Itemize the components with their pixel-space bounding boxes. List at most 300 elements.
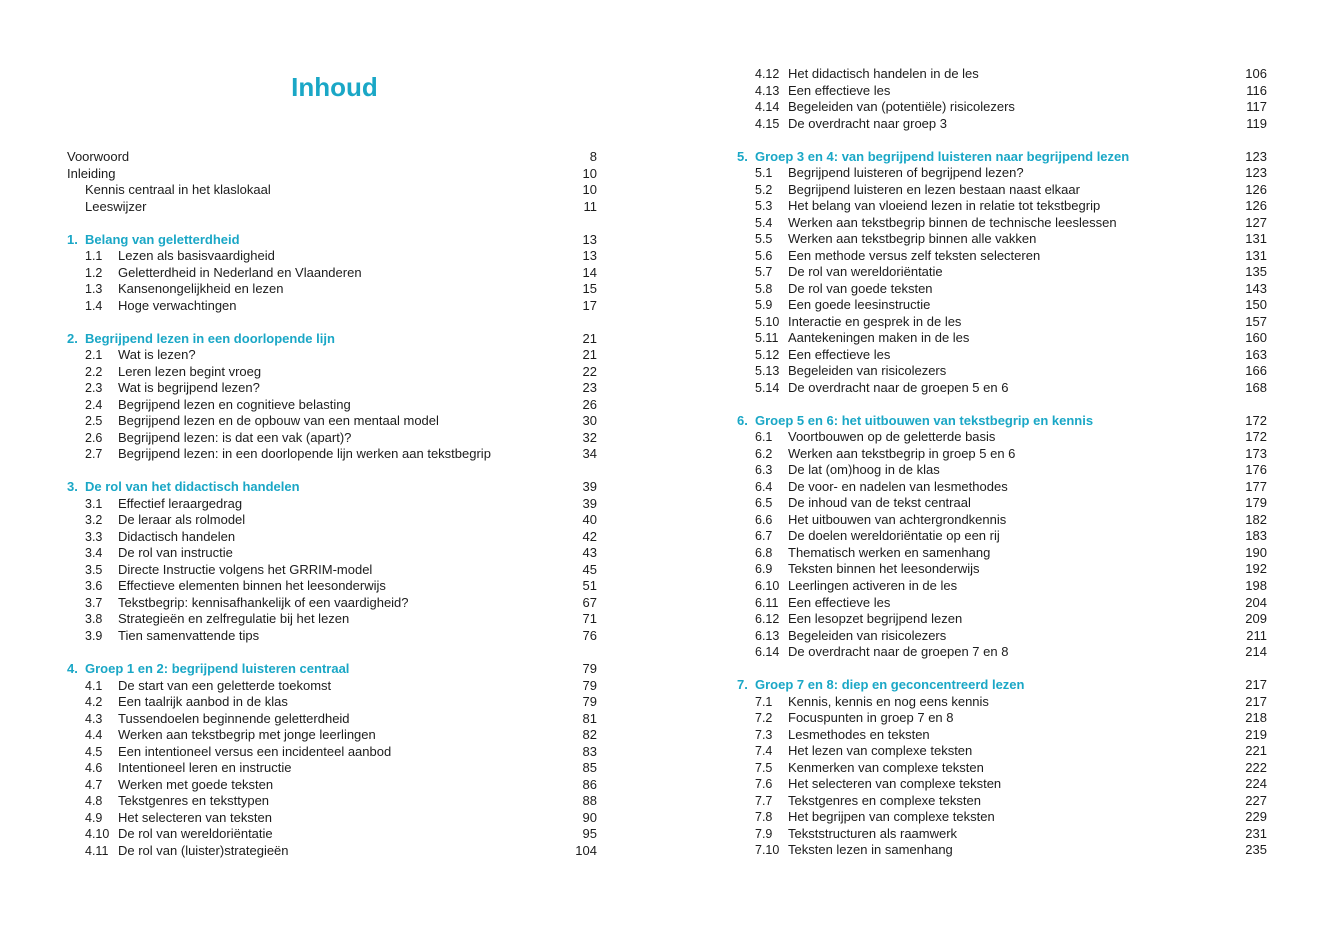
toc-section-row[interactable]	[67, 595, 597, 612]
section-title: Directe Instructie volgens het GRRIM-model	[118, 561, 373, 577]
toc-section-row[interactable]	[737, 578, 1267, 595]
toc-section-row[interactable]	[737, 314, 1267, 331]
toc-section-row[interactable]	[737, 694, 1267, 711]
toc-section-row[interactable]	[737, 116, 1267, 133]
section-title: Werken aan tekstbegrip binnen alle vakken	[788, 231, 1037, 247]
page-number: 198	[1245, 577, 1267, 593]
toc-section-row[interactable]	[737, 83, 1267, 100]
page-number: 218	[1245, 710, 1267, 726]
toc-chapter-row[interactable]	[67, 331, 597, 348]
toc-section-row[interactable]	[737, 182, 1267, 199]
page-number: 21	[582, 347, 597, 363]
section-number: 7.4	[755, 744, 773, 759]
section-title: Een lesopzet begrijpend lezen	[788, 611, 963, 627]
toc-section-row[interactable]	[737, 561, 1267, 578]
toc-section-row[interactable]	[67, 430, 597, 447]
section-title: Tekstbegrip: kennisafhankelijk of een vaardigheid?	[118, 594, 409, 610]
section-title: Tekststructuren als raamwerk	[788, 825, 958, 841]
section-number: 4.7	[85, 777, 103, 792]
toc-chapter-row[interactable]	[67, 232, 597, 249]
page-number: 150	[1245, 297, 1267, 313]
section-number: 4.11	[85, 843, 109, 858]
section-number: 4.5	[85, 744, 103, 759]
front-matter-title: Voorwoord	[67, 149, 130, 164]
toc-section-row[interactable]	[737, 446, 1267, 463]
section-number: 7.2	[755, 711, 773, 726]
toc-chapter-row[interactable]	[67, 479, 597, 496]
toc-section-row[interactable]	[67, 793, 597, 810]
toc-section-row[interactable]	[67, 810, 597, 827]
toc-section-row[interactable]	[737, 462, 1267, 479]
page-number: 86	[582, 776, 597, 792]
section-number: 6.13	[755, 628, 780, 643]
section-number: 7.7	[755, 793, 773, 808]
toc-section-row[interactable]	[737, 776, 1267, 793]
page-number: 131	[1245, 231, 1267, 247]
section-number: 6.1	[755, 430, 773, 445]
section-title: De inhoud van de tekst centraal	[788, 495, 971, 511]
section-title: Het begrijpen van complexe teksten	[788, 809, 995, 825]
toc-section-row[interactable]	[737, 66, 1267, 83]
section-number: 2.6	[85, 430, 103, 445]
toc-chapter-row[interactable]	[737, 149, 1267, 166]
page-number: 157	[1245, 313, 1267, 329]
page-number: 104	[575, 842, 597, 858]
toc-section-row[interactable]	[67, 578, 597, 595]
page-number: 135	[1245, 264, 1267, 280]
section-number: 2.3	[85, 381, 103, 396]
toc-section-row[interactable]	[737, 611, 1267, 628]
section-number: 5.11	[755, 331, 779, 346]
page-number: 211	[1246, 627, 1267, 643]
section-title: Tien samenvattende tips	[118, 627, 260, 643]
section-title: Lesmethodes en teksten	[788, 726, 930, 742]
section-number: 6.2	[755, 446, 773, 461]
section-title: De rol van instructie	[118, 545, 233, 561]
section-number: 7.8	[755, 810, 773, 825]
toc-section-row[interactable]	[737, 644, 1267, 661]
page-number: 8	[589, 149, 597, 164]
page-number: 119	[1246, 115, 1267, 131]
section-number: 4.4	[85, 728, 103, 743]
section-number: 6.8	[755, 545, 773, 560]
section-number: 2.7	[85, 447, 103, 462]
section-number: 1.2	[85, 265, 103, 280]
toc-section-row[interactable]	[67, 843, 597, 860]
section-title: De rol van goede teksten	[788, 280, 933, 296]
section-number: 4.9	[85, 810, 103, 825]
page-number: 79	[582, 677, 597, 693]
section-title: Teksten binnen het leesonderwijs	[788, 561, 980, 577]
section-number: 2.1	[85, 348, 103, 363]
section-number: 2.5	[85, 414, 103, 429]
page-number: 166	[1245, 363, 1267, 379]
toc-section-row[interactable]	[737, 727, 1267, 744]
section-number: 5.6	[755, 248, 773, 263]
toc-section-row[interactable]	[67, 265, 597, 282]
section-number: 7.6	[755, 777, 773, 792]
page-number: 131	[1245, 247, 1267, 263]
section-number: 3.8	[85, 612, 103, 627]
section-number: 5.14	[755, 380, 780, 395]
chapter-title: Groep 5 en 6: het uitbouwen van tekstbegrip en kennis	[755, 412, 1094, 428]
toc-front-row[interactable]	[67, 166, 597, 183]
section-title: Intentioneel leren en instructie	[118, 760, 292, 776]
section-number: 1.4	[85, 298, 103, 313]
toc-section-row[interactable]	[67, 628, 597, 645]
section-title: Werken met goede teksten	[118, 776, 274, 792]
spacer	[67, 314, 597, 331]
toc-section-row[interactable]	[737, 215, 1267, 232]
section-number: 7.1	[755, 694, 773, 709]
section-number: 6.9	[755, 562, 773, 577]
page-number: 224	[1245, 776, 1267, 792]
toc-front-row[interactable]	[67, 182, 597, 199]
page-number: 173	[1245, 445, 1267, 461]
page-number: 192	[1245, 561, 1267, 577]
section-number: 3.2	[85, 513, 103, 528]
section-title: Begrijpend lezen en cognitieve belasting	[118, 396, 351, 412]
front-matter-title: Leeswijzer	[85, 198, 147, 214]
section-title: De lat (om)hoog in de klas	[788, 462, 940, 478]
section-number: 4.3	[85, 711, 103, 726]
toc-section-row[interactable]	[737, 363, 1267, 380]
section-title: Een intentioneel versus een incidenteel aanbod	[118, 743, 392, 759]
page-number: 172	[1245, 412, 1267, 428]
page-number: 183	[1245, 528, 1267, 544]
toc-section-row[interactable]	[67, 678, 597, 695]
page-number: 117	[1246, 99, 1267, 115]
toc-section-row[interactable]	[737, 512, 1267, 529]
page-number: 15	[582, 281, 597, 297]
toc-section-row[interactable]	[737, 842, 1267, 859]
page-number: 17	[582, 297, 597, 313]
page-number: 10	[582, 182, 597, 198]
section-title: Begrijpend lezen: is dat een vak (apart)?	[118, 429, 352, 445]
section-title: De overdracht naar de groepen 5 en 6	[788, 379, 1009, 395]
toc-section-row[interactable]	[67, 248, 597, 265]
section-title: Strategieën en zelfregulatie bij het lezen	[118, 611, 350, 627]
section-number: 6.10	[755, 578, 780, 593]
page-number: 13	[582, 231, 597, 247]
toc-section-row[interactable]	[67, 512, 597, 529]
section-number: 4.8	[85, 794, 103, 809]
section-number: 1.1	[85, 249, 103, 264]
section-title: Begrijpend lezen en de opbouw van een mentaal model	[118, 413, 439, 429]
section-title: Leren lezen begint vroeg	[118, 363, 262, 379]
toc-chapter-row[interactable]	[67, 661, 597, 678]
section-title: Begrijpend luisteren en lezen bestaan naast elkaar	[788, 181, 1080, 197]
section-title: Tussendoelen beginnende geletterdheid	[118, 710, 350, 726]
section-title: De overdracht naar de groepen 7 en 8	[788, 644, 1009, 660]
toc-section-row[interactable]	[737, 710, 1267, 727]
section-number: 7.9	[755, 826, 773, 841]
toc-section-row[interactable]	[737, 528, 1267, 545]
toc-section-row[interactable]	[737, 281, 1267, 298]
toc-section-row[interactable]	[67, 413, 597, 430]
toc-section-row[interactable]	[737, 165, 1267, 182]
toc-section-row[interactable]	[67, 347, 597, 364]
page-number: 10	[582, 165, 597, 181]
toc-section-row[interactable]	[737, 760, 1267, 777]
chapter-number: 3.	[67, 479, 78, 495]
toc-section-row[interactable]	[67, 446, 597, 463]
toc-section-row[interactable]	[737, 545, 1267, 562]
section-number: 3.6	[85, 579, 103, 594]
toc-section-row[interactable]	[737, 248, 1267, 265]
toc-section-row[interactable]	[67, 281, 597, 298]
page-number: 217	[1245, 693, 1267, 709]
toc-section-row[interactable]	[737, 99, 1267, 116]
toc-section-row[interactable]	[67, 529, 597, 546]
front-matter-title: Inleiding	[67, 165, 116, 181]
toc-right	[737, 66, 1267, 859]
section-number: 5.3	[755, 199, 773, 214]
page-number: 83	[582, 743, 597, 759]
section-title: Focuspunten in groep 7 en 8	[788, 710, 954, 726]
chapter-title: Groep 1 en 2: begrijpend luisteren centraal	[85, 660, 350, 676]
section-title: Het didactisch handelen in de les	[788, 66, 979, 81]
page-number: 82	[582, 727, 597, 743]
section-number: 4.2	[85, 695, 103, 710]
section-title: Kenmerken van complexe teksten	[788, 759, 984, 775]
page-number: 182	[1245, 511, 1267, 527]
section-number: 6.11	[755, 595, 779, 610]
chapter-title: Belang van geletterdheid	[85, 231, 240, 247]
toc-section-row[interactable]	[67, 611, 597, 628]
section-title: De rol van wereldoriëntatie	[118, 826, 273, 842]
page-number: 11	[583, 198, 597, 214]
toc-section-row[interactable]	[737, 231, 1267, 248]
page-number: 176	[1245, 462, 1267, 478]
toc-chapter-row[interactable]	[737, 413, 1267, 430]
page-number: 116	[1246, 82, 1267, 98]
section-number: 6.6	[755, 512, 773, 527]
section-number: 7.3	[755, 727, 773, 742]
section-title: Begeleiden van risicolezers	[788, 627, 947, 643]
section-title: De overdracht naar groep 3	[788, 115, 947, 131]
toc-left	[67, 149, 597, 859]
section-title: Het belang van vloeiend lezen in relatie tot tekstbegrip	[788, 198, 1101, 214]
section-number: 3.1	[85, 496, 103, 511]
page-number: 76	[582, 627, 597, 643]
section-title: Het lezen van complexe teksten	[788, 743, 973, 759]
toc-section-row[interactable]	[67, 397, 597, 414]
page-number: 172	[1245, 429, 1267, 445]
section-title: Begrijpend luisteren of begrijpend lezen?	[788, 165, 1024, 181]
toc-section-row[interactable]	[737, 297, 1267, 314]
toc-section-row[interactable]	[67, 744, 597, 761]
section-title: Een effectieve les	[788, 346, 891, 362]
section-number: 5.10	[755, 314, 780, 329]
section-number: 5.8	[755, 281, 773, 296]
section-number: 4.10	[85, 827, 110, 842]
page-number: 127	[1245, 214, 1267, 230]
toc-section-row[interactable]	[737, 809, 1267, 826]
toc-section-row[interactable]	[737, 743, 1267, 760]
section-number: 6.4	[755, 479, 773, 494]
section-title: De start van een geletterde toekomst	[118, 677, 332, 693]
toc-section-row[interactable]	[737, 495, 1267, 512]
page-number: 23	[582, 380, 597, 396]
section-title: Begeleiden van (potentiële) risicolezers	[788, 99, 1015, 115]
page-number: 214	[1245, 644, 1267, 660]
page-number: 79	[582, 660, 597, 676]
section-title: Hoge verwachtingen	[118, 297, 237, 313]
toc-front-row[interactable]	[67, 149, 597, 166]
toc-section-row[interactable]	[67, 298, 597, 315]
spacer	[67, 463, 597, 480]
section-number: 3.9	[85, 628, 103, 643]
section-number: 4.1	[85, 678, 103, 693]
section-title: Een goede leesinstructie	[788, 297, 931, 313]
page-number: 190	[1245, 544, 1267, 560]
page-number: 88	[582, 793, 597, 809]
section-number: 7.10	[755, 843, 780, 858]
page-number: 81	[582, 710, 597, 726]
section-number: 3.5	[85, 562, 103, 577]
page-number: 39	[582, 479, 597, 495]
section-number: 3.4	[85, 546, 103, 561]
section-title: De doelen wereldoriëntatie op een rij	[788, 528, 1000, 544]
page-number: 204	[1245, 594, 1267, 610]
page-title: Inhoud	[291, 72, 378, 102]
page-number: 177	[1245, 478, 1267, 494]
page-number: 222	[1245, 759, 1267, 775]
page-number: 235	[1245, 842, 1267, 858]
toc-section-row[interactable]	[67, 562, 597, 579]
page-number: 67	[582, 594, 597, 610]
page-number: 30	[582, 413, 597, 429]
section-title: Effectief leraargedrag	[118, 495, 243, 511]
section-title: De rol van wereldoriëntatie	[788, 264, 943, 280]
toc-section-row[interactable]	[737, 330, 1267, 347]
section-number: 5.12	[755, 347, 780, 362]
section-title: Effectieve elementen binnen het leesonderwijs	[118, 578, 386, 594]
section-title: De leraar als rolmodel	[118, 512, 246, 528]
chapter-number: 4.	[67, 660, 78, 676]
toc-section-row[interactable]	[67, 826, 597, 843]
front-matter-title: Kennis centraal in het klaslokaal	[85, 182, 271, 198]
chapter-number: 7.	[737, 677, 748, 693]
chapter-number: 6.	[737, 412, 748, 428]
toc-section-row[interactable]	[67, 760, 597, 777]
page-number: 14	[582, 264, 597, 280]
section-title: Een methode versus zelf teksten selecteren	[788, 247, 1041, 263]
section-number: 6.7	[755, 529, 773, 544]
page-number: 45	[582, 561, 597, 577]
page-number: 123	[1245, 165, 1267, 181]
section-title: Een effectieve les	[788, 82, 891, 98]
page-number: 179	[1245, 495, 1267, 511]
section-number: 7.5	[755, 760, 773, 775]
section-title: Werken aan tekstbegrip in groep 5 en 6	[788, 445, 1016, 461]
toc-section-row[interactable]	[737, 479, 1267, 496]
section-number: 3.3	[85, 529, 103, 544]
toc-section-row[interactable]	[67, 380, 597, 397]
section-title: Kansenongelijkheid en lezen	[118, 281, 284, 297]
page-number: 229	[1245, 809, 1267, 825]
toc-section-row[interactable]	[737, 826, 1267, 843]
toc-section-row[interactable]	[67, 711, 597, 728]
toc-section-row[interactable]	[737, 380, 1267, 397]
page-number: 34	[582, 446, 597, 462]
section-number: 5.1	[755, 166, 773, 181]
section-number: 6.14	[755, 645, 780, 660]
toc-section-row[interactable]	[737, 595, 1267, 612]
page-number: 79	[582, 694, 597, 710]
toc-section-row[interactable]	[67, 364, 597, 381]
page-number: 126	[1245, 198, 1267, 214]
page-number: 227	[1245, 792, 1267, 808]
chapter-number: 2.	[67, 330, 78, 346]
section-title: Het selecteren van complexe teksten	[788, 776, 1002, 792]
chapter-number: 1.	[67, 231, 78, 247]
toc-chapter-row[interactable]	[737, 677, 1267, 694]
section-title: Thematisch werken en samenhang	[788, 544, 991, 560]
page-number: 40	[582, 512, 597, 528]
section-number: 4.13	[755, 83, 780, 98]
page-number: 160	[1245, 330, 1267, 346]
page-number: 163	[1245, 346, 1267, 362]
page-number: 71	[582, 611, 597, 627]
page-number: 42	[582, 528, 597, 544]
section-title: Lezen als basisvaardigheid	[118, 248, 275, 264]
toc-section-row[interactable]	[737, 347, 1267, 364]
section-number: 5.2	[755, 182, 773, 197]
page-number: 21	[582, 330, 597, 346]
toc-section-row[interactable]	[737, 198, 1267, 215]
page-number: 95	[582, 826, 597, 842]
toc-section-row[interactable]	[737, 793, 1267, 810]
toc-section-row[interactable]	[67, 694, 597, 711]
toc-section-row[interactable]	[737, 264, 1267, 281]
page-number: 209	[1245, 611, 1267, 627]
section-title: Wat is lezen?	[118, 347, 196, 363]
toc-section-row[interactable]	[737, 429, 1267, 446]
section-number: 5.9	[755, 298, 773, 313]
section-title: Didactisch handelen	[118, 528, 236, 544]
section-title: De voor- en nadelen van lesmethodes	[788, 478, 1008, 494]
toc-section-row[interactable]	[67, 727, 597, 744]
toc-front-row[interactable]	[67, 199, 597, 216]
page-number: 22	[582, 363, 597, 379]
page-number: 32	[582, 429, 597, 445]
section-number: 4.15	[755, 116, 780, 131]
toc-section-row[interactable]	[67, 496, 597, 513]
chapter-title: Groep 7 en 8: diep en geconcentreerd lezen	[755, 677, 1025, 693]
chapter-title: De rol van het didactisch handelen	[85, 479, 300, 495]
section-number: 2.2	[85, 364, 103, 379]
page-number: 221	[1245, 743, 1267, 759]
section-number: 5.5	[755, 232, 773, 247]
section-title: Een effectieve les	[788, 594, 891, 610]
section-number: 1.3	[85, 282, 103, 297]
section-title: Een taalrijk aanbod in de klas	[118, 694, 288, 710]
page-number: 85	[582, 760, 597, 776]
section-number: 6.12	[755, 612, 780, 627]
toc-section-row[interactable]	[67, 777, 597, 794]
page-number: 90	[582, 809, 597, 825]
toc-section-row[interactable]	[737, 628, 1267, 645]
section-number: 4.6	[85, 761, 103, 776]
section-number: 6.3	[755, 463, 773, 478]
section-number: 2.4	[85, 397, 103, 412]
page-number: 43	[582, 545, 597, 561]
toc-section-row[interactable]	[67, 545, 597, 562]
page-number: 123	[1245, 148, 1267, 164]
section-title: Aantekeningen maken in de les	[788, 330, 970, 346]
